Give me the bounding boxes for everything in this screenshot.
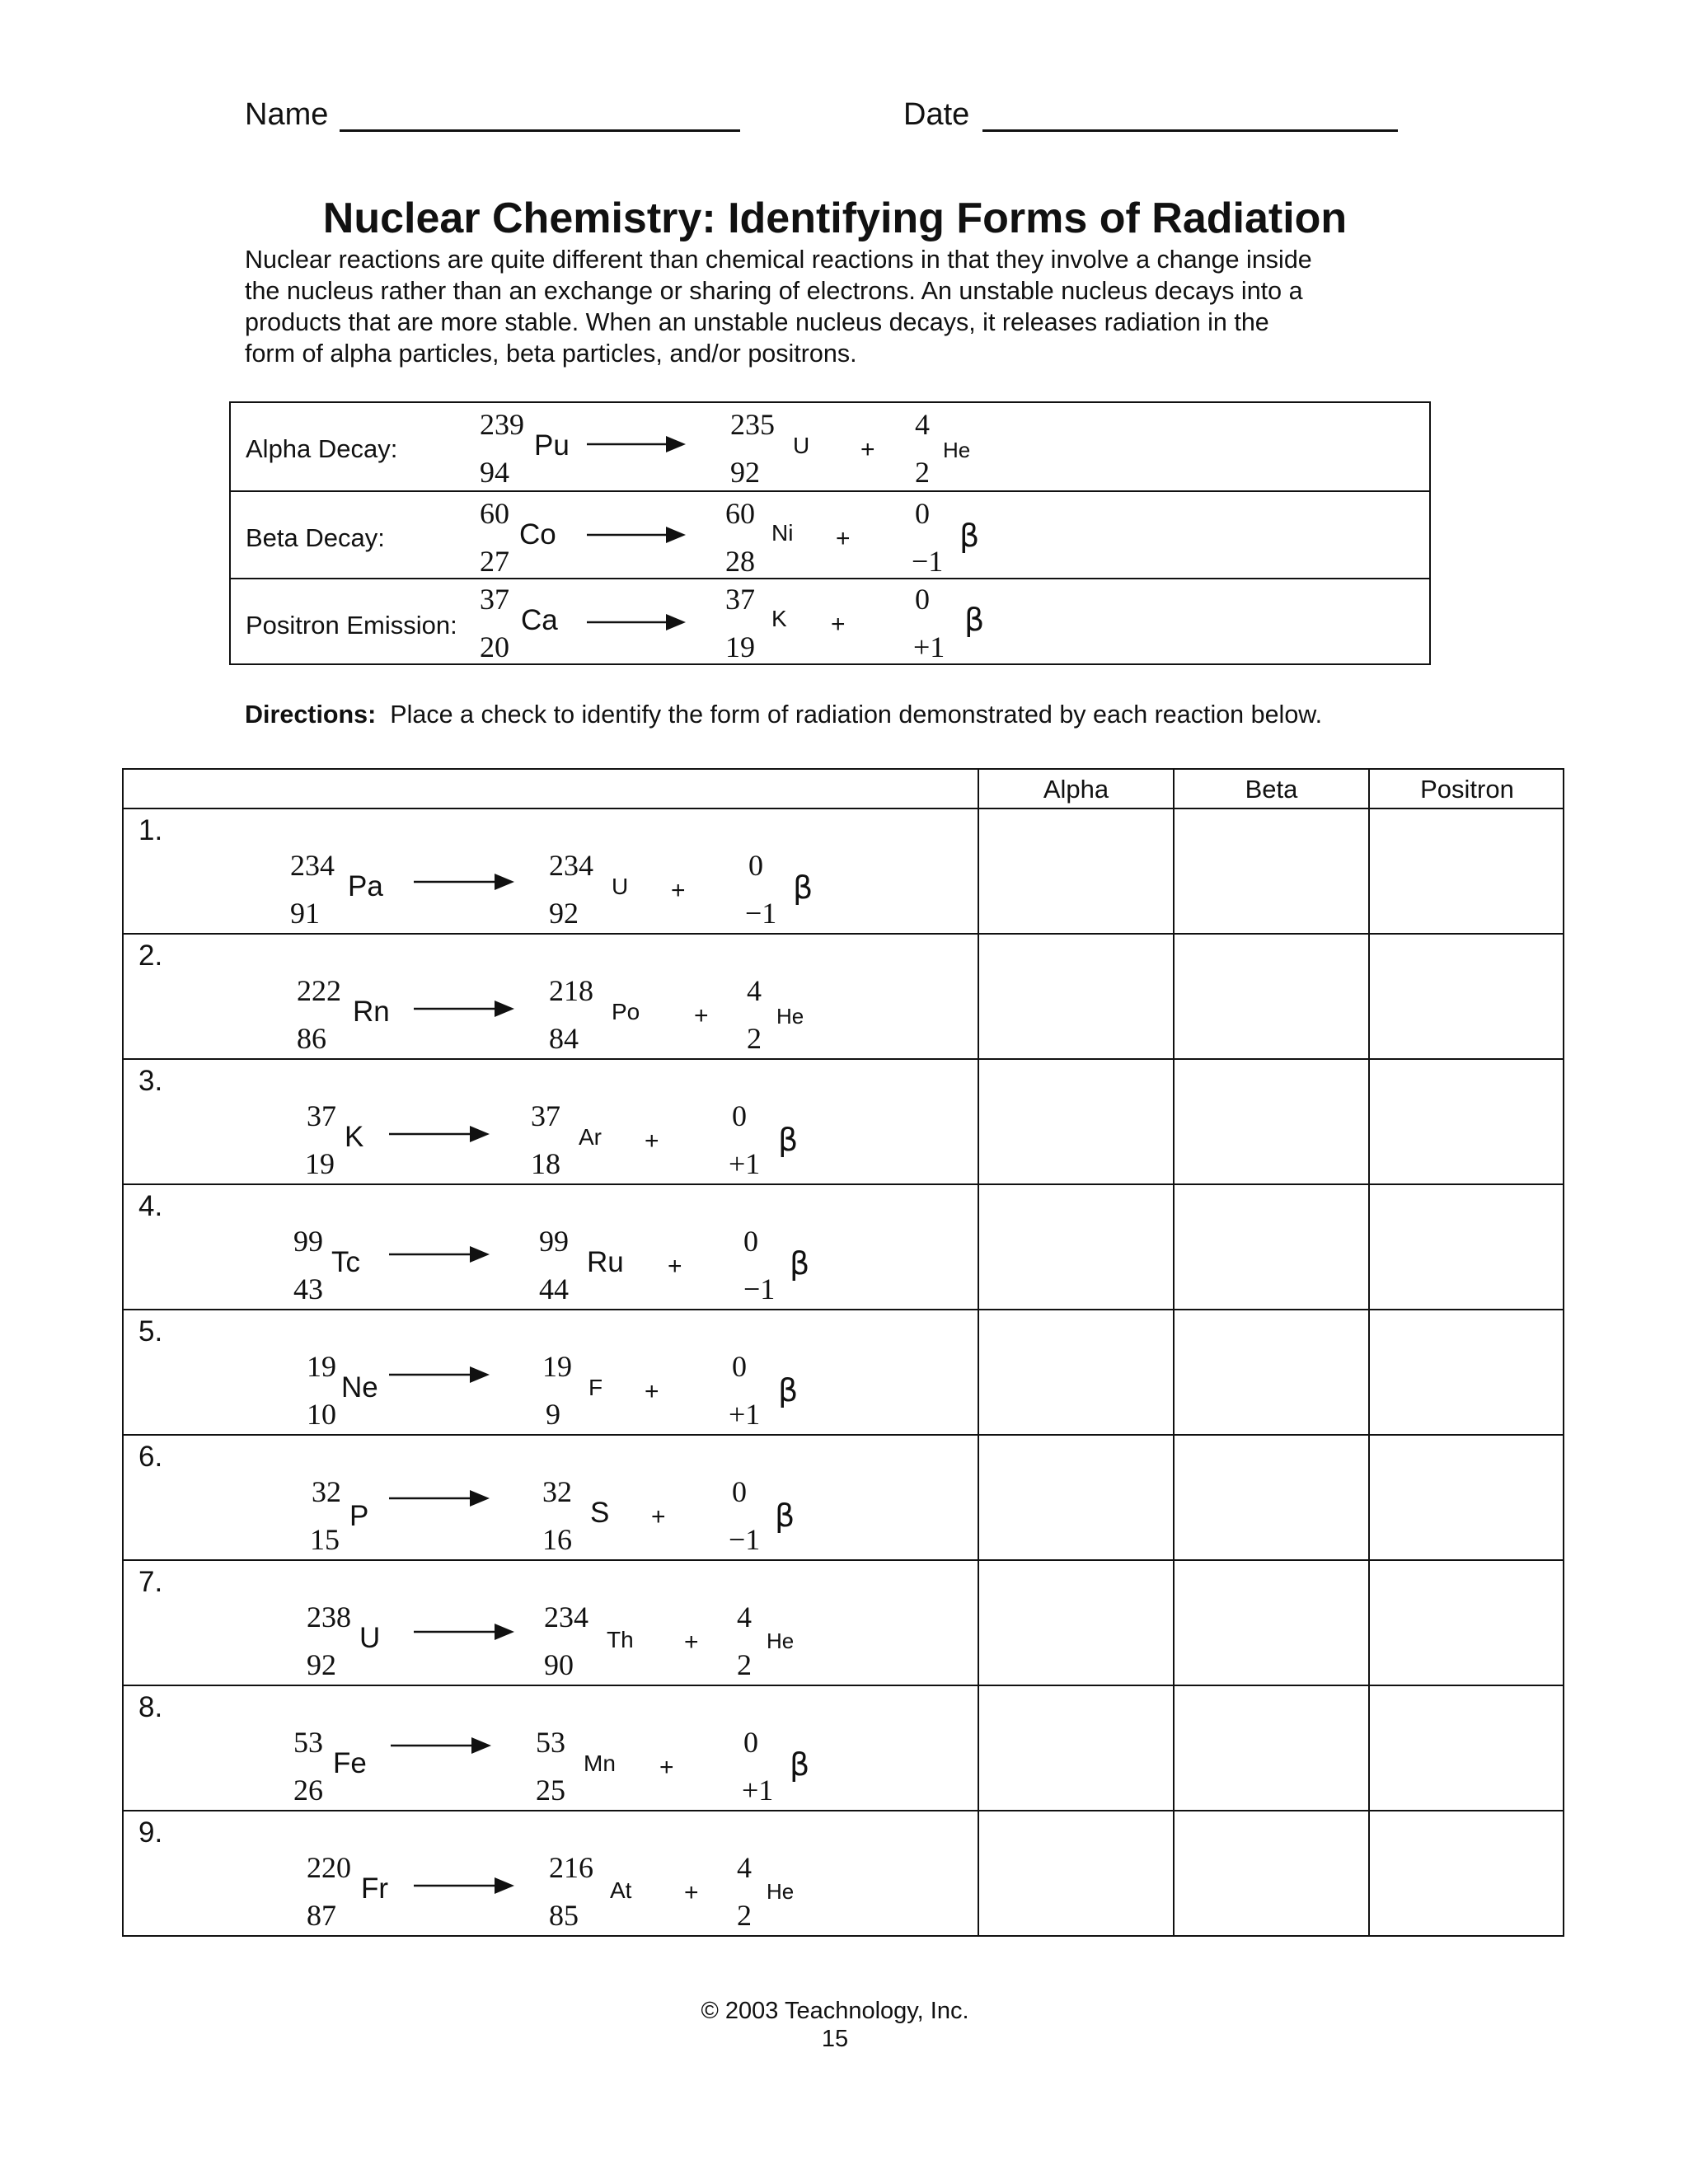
- particle-top-number: 0: [743, 1726, 758, 1759]
- product-atomic-number: 9: [546, 1398, 560, 1431]
- product-atomic-number: 85: [549, 1899, 579, 1932]
- reactant-atomic-number: 20: [480, 630, 509, 663]
- reactant-symbol: Tc: [331, 1246, 360, 1278]
- particle-top-number: 0: [732, 1475, 747, 1508]
- product-mass-number: 37: [531, 1099, 560, 1132]
- page-title: Nuclear Chemistry: Identifying Forms of Radiation: [322, 194, 1348, 242]
- product-mass-number: 99: [539, 1225, 569, 1258]
- reactant-mass-number: 234: [290, 849, 335, 882]
- product-symbol: Po: [612, 999, 640, 1024]
- check-cell-positron-7[interactable]: [1370, 1561, 1564, 1685]
- reactant-atomic-number: 43: [293, 1272, 323, 1305]
- reaction-arrow-icon: [391, 1736, 491, 1755]
- check-cell-positron-5[interactable]: [1370, 1310, 1564, 1434]
- question-row-9: [124, 1811, 978, 1937]
- beta-symbol: β: [790, 1746, 810, 1783]
- product-atomic-number: 28: [725, 545, 755, 578]
- reactant-symbol: U: [359, 1622, 381, 1654]
- reactant-atomic-number: 87: [307, 1899, 336, 1932]
- reactant-symbol: Ca: [521, 604, 558, 636]
- beta-symbol: β: [778, 1372, 799, 1408]
- column-header-positron: Positron: [1420, 775, 1514, 804]
- particle-bottom-number: 2: [747, 1022, 762, 1055]
- product-symbol: F: [588, 1375, 603, 1400]
- product-mass-number: 218: [549, 974, 593, 1007]
- check-cell-alpha-5[interactable]: [979, 1310, 1173, 1434]
- check-cell-alpha-1[interactable]: [979, 809, 1173, 933]
- check-cell-positron-1[interactable]: [1370, 809, 1564, 933]
- product-atomic-number: 84: [549, 1022, 579, 1055]
- reactant-symbol: Pa: [348, 870, 383, 902]
- check-cell-alpha-8[interactable]: [979, 1686, 1173, 1810]
- product-symbol: U: [612, 874, 629, 899]
- example-row-positron: [231, 578, 1429, 665]
- plus-sign: +: [836, 525, 851, 552]
- question-number: 6.: [138, 1441, 163, 1473]
- particle-top-number: 0: [743, 1225, 758, 1258]
- date-label: Date: [903, 97, 970, 132]
- product-atomic-number: 90: [544, 1648, 574, 1681]
- reactant-atomic-number: 91: [290, 897, 320, 930]
- product-symbol: K: [771, 606, 787, 631]
- check-cell-beta-3[interactable]: [1175, 1060, 1368, 1183]
- plus-sign: +: [831, 611, 846, 638]
- check-cell-beta-2[interactable]: [1175, 935, 1368, 1058]
- check-cell-alpha-9[interactable]: [979, 1811, 1173, 1935]
- product-mass-number: 234: [544, 1601, 588, 1633]
- particle-bottom-number: −1: [743, 1272, 776, 1305]
- copyright-notice: © 2003 Teachnology, Inc.: [701, 1998, 969, 2024]
- name-label: Name: [245, 97, 329, 132]
- question-row-7: [124, 1561, 978, 1686]
- question-row-5: [124, 1310, 978, 1436]
- check-cell-beta-5[interactable]: [1175, 1310, 1368, 1434]
- check-cell-positron-8[interactable]: [1370, 1686, 1564, 1810]
- reactant-symbol: Pu: [534, 429, 570, 462]
- question-number: 5.: [138, 1315, 163, 1347]
- check-cell-alpha-4[interactable]: [979, 1185, 1173, 1309]
- intro-line: the nucleus rather than an exchange or sharing of electrons. An unstable nucleus decays into a: [245, 277, 1303, 305]
- reactant-mass-number: 53: [293, 1726, 323, 1759]
- product-symbol: Ru: [587, 1246, 624, 1278]
- check-cell-beta-7[interactable]: [1175, 1561, 1368, 1685]
- directions-label: Directions:: [245, 701, 377, 729]
- check-cell-positron-4[interactable]: [1370, 1185, 1564, 1309]
- plus-sign: +: [651, 1503, 666, 1530]
- check-cell-positron-2[interactable]: [1370, 935, 1564, 1058]
- reactant-mass-number: 238: [307, 1601, 351, 1633]
- page-number: 15: [821, 2026, 849, 2052]
- answer-table: [122, 768, 1564, 1937]
- particle-bottom-number: 2: [737, 1648, 752, 1681]
- date-blank[interactable]: [982, 129, 1398, 132]
- reaction-arrow-icon: [414, 1876, 514, 1896]
- particle-bottom-number: +1: [729, 1147, 761, 1180]
- check-cell-alpha-7[interactable]: [979, 1561, 1173, 1685]
- product-mass-number: 32: [542, 1475, 572, 1508]
- example-row-alpha: [231, 403, 1429, 490]
- intro-line: products that are more stable. When an unstable nucleus decays, it releases radiation in the: [245, 308, 1269, 336]
- particle-bottom-number: −1: [745, 897, 777, 930]
- product-atomic-number: 16: [542, 1523, 572, 1556]
- product-symbol: Mn: [584, 1750, 616, 1776]
- column-header-beta: Beta: [1245, 775, 1298, 804]
- reaction-arrow-icon: [587, 434, 686, 454]
- particle-bottom-number: +1: [742, 1774, 774, 1807]
- reaction-arrow-icon: [414, 999, 514, 1019]
- particle-top-number: 4: [915, 408, 930, 441]
- name-blank[interactable]: [340, 129, 740, 132]
- check-cell-beta-4[interactable]: [1175, 1185, 1368, 1309]
- reactant-symbol: Ne: [341, 1371, 378, 1404]
- check-cell-beta-1[interactable]: [1175, 809, 1368, 933]
- particle-symbol: He: [767, 1629, 795, 1653]
- product-atomic-number: 44: [539, 1272, 569, 1305]
- question-number: 9.: [138, 1816, 163, 1849]
- check-cell-positron-9[interactable]: [1370, 1811, 1564, 1935]
- reaction-arrow-icon: [389, 1365, 490, 1385]
- product-symbol: Th: [607, 1627, 634, 1652]
- reactant-symbol: Co: [519, 518, 556, 551]
- column-header-alpha: Alpha: [1043, 775, 1109, 804]
- intro-paragraph: [245, 244, 1448, 369]
- directions-text: Place a check to identify the form of radiation demonstrated by each reaction below.: [390, 701, 1323, 729]
- question-number: 8.: [138, 1691, 163, 1723]
- example-label: Beta Decay:: [246, 523, 385, 552]
- particle-bottom-number: +1: [729, 1398, 761, 1431]
- reactant-symbol: P: [349, 1500, 369, 1532]
- product-mass-number: 37: [725, 583, 755, 616]
- particle-bottom-number: 2: [737, 1899, 752, 1932]
- particle-symbol: He: [767, 1879, 795, 1904]
- reactant-atomic-number: 26: [293, 1774, 323, 1807]
- product-mass-number: 216: [549, 1851, 593, 1884]
- reactant-atomic-number: 19: [305, 1147, 335, 1180]
- product-symbol: Ni: [771, 520, 794, 546]
- reactant-mass-number: 99: [293, 1225, 323, 1258]
- question-number: 2.: [138, 940, 163, 972]
- product-mass-number: 234: [549, 849, 593, 882]
- question-number: 1.: [138, 814, 163, 846]
- plus-sign: +: [694, 1002, 709, 1029]
- product-mass-number: 235: [730, 408, 775, 441]
- particle-top-number: 0: [915, 583, 930, 616]
- reactant-symbol: Rn: [353, 996, 390, 1028]
- plus-sign: +: [860, 436, 875, 463]
- plus-sign: +: [645, 1127, 659, 1155]
- reactant-mass-number: 220: [307, 1851, 351, 1884]
- particle-top-number: 0: [732, 1099, 747, 1132]
- check-cell-alpha-2[interactable]: [979, 935, 1173, 1058]
- reaction-arrow-icon: [414, 872, 514, 892]
- reactant-atomic-number: 15: [310, 1523, 340, 1556]
- product-symbol: U: [793, 433, 810, 458]
- reaction-arrow-icon: [587, 525, 686, 545]
- reaction-arrow-icon: [587, 612, 686, 632]
- particle-top-number: 0: [748, 849, 763, 882]
- plus-sign: +: [668, 1253, 682, 1280]
- beta-symbol: β: [778, 1122, 799, 1158]
- product-atomic-number: 92: [730, 456, 760, 489]
- beta-symbol: β: [964, 602, 985, 638]
- question-row-4: [124, 1185, 978, 1310]
- intro-line: Nuclear reactions are quite different than chemical reactions in that they involve a change inside: [245, 246, 1312, 274]
- reactant-symbol: Fe: [333, 1747, 367, 1779]
- intro-line: form of alpha particles, beta particles, and/or positrons.: [245, 340, 857, 368]
- question-row-3: [124, 1060, 978, 1185]
- reactant-mass-number: 239: [480, 408, 524, 441]
- reactant-symbol: K: [345, 1121, 364, 1153]
- question-row-8: [124, 1686, 978, 1811]
- product-mass-number: 19: [542, 1350, 572, 1383]
- reactant-mass-number: 60: [480, 497, 509, 530]
- particle-bottom-number: −1: [729, 1523, 761, 1556]
- plus-sign: +: [684, 1629, 699, 1656]
- reactant-mass-number: 32: [312, 1475, 341, 1508]
- check-cell-beta-6[interactable]: [1175, 1436, 1368, 1559]
- product-symbol: Ar: [579, 1124, 602, 1150]
- example-decay-table: [229, 401, 1431, 665]
- reactant-atomic-number: 10: [307, 1398, 336, 1431]
- product-mass-number: 53: [536, 1726, 565, 1759]
- question-number: 7.: [138, 1566, 163, 1598]
- reaction-arrow-icon: [389, 1124, 490, 1144]
- example-label: Positron Emission:: [246, 611, 457, 640]
- product-atomic-number: 25: [536, 1774, 565, 1807]
- product-symbol: S: [590, 1497, 610, 1529]
- check-cell-beta-9[interactable]: [1175, 1811, 1368, 1935]
- particle-top-number: 0: [732, 1350, 747, 1383]
- question-row-1: [124, 809, 978, 935]
- product-atomic-number: 18: [531, 1147, 560, 1180]
- reactant-mass-number: 37: [480, 583, 509, 616]
- example-label: Alpha Decay:: [246, 434, 398, 463]
- directions: [245, 701, 1322, 729]
- product-symbol: At: [610, 1877, 632, 1903]
- beta-symbol: β: [775, 1497, 795, 1534]
- product-atomic-number: 92: [549, 897, 579, 930]
- reactant-atomic-number: 94: [480, 456, 509, 489]
- particle-top-number: 0: [915, 497, 930, 530]
- particle-symbol: He: [943, 438, 971, 462]
- reactant-mass-number: 37: [307, 1099, 336, 1132]
- reactant-atomic-number: 86: [297, 1022, 326, 1055]
- beta-symbol: β: [790, 1245, 810, 1282]
- particle-top-number: 4: [747, 974, 762, 1007]
- check-cell-positron-6[interactable]: [1370, 1436, 1564, 1559]
- reaction-arrow-icon: [414, 1622, 514, 1642]
- check-cell-beta-8[interactable]: [1175, 1686, 1368, 1810]
- particle-top-number: 4: [737, 1851, 752, 1884]
- question-row-6: [124, 1436, 978, 1561]
- reaction-arrow-icon: [389, 1488, 490, 1508]
- particle-symbol: He: [776, 1004, 804, 1029]
- question-number: 3.: [138, 1065, 163, 1097]
- product-mass-number: 60: [725, 497, 755, 530]
- check-cell-alpha-3[interactable]: [979, 1060, 1173, 1183]
- particle-bottom-number: 2: [915, 456, 930, 489]
- plus-sign: +: [684, 1879, 699, 1906]
- product-atomic-number: 19: [725, 630, 755, 663]
- reactant-symbol: Fr: [361, 1872, 389, 1905]
- particle-bottom-number: −1: [912, 545, 944, 578]
- plus-sign: +: [659, 1754, 674, 1781]
- reactant-mass-number: 19: [307, 1350, 336, 1383]
- example-row-beta: [231, 490, 1429, 578]
- beta-symbol: β: [959, 518, 980, 554]
- reaction-arrow-icon: [389, 1244, 490, 1264]
- question-number: 4.: [138, 1190, 163, 1222]
- reactant-atomic-number: 27: [480, 545, 509, 578]
- question-row-2: [124, 935, 978, 1060]
- check-cell-positron-3[interactable]: [1370, 1060, 1564, 1183]
- beta-symbol: β: [793, 869, 814, 906]
- particle-top-number: 4: [737, 1601, 752, 1633]
- particle-bottom-number: +1: [913, 630, 945, 663]
- plus-sign: +: [645, 1378, 659, 1405]
- plus-sign: +: [671, 877, 686, 904]
- reactant-mass-number: 222: [297, 974, 341, 1007]
- check-cell-alpha-6[interactable]: [979, 1436, 1173, 1559]
- reactant-atomic-number: 92: [307, 1648, 336, 1681]
